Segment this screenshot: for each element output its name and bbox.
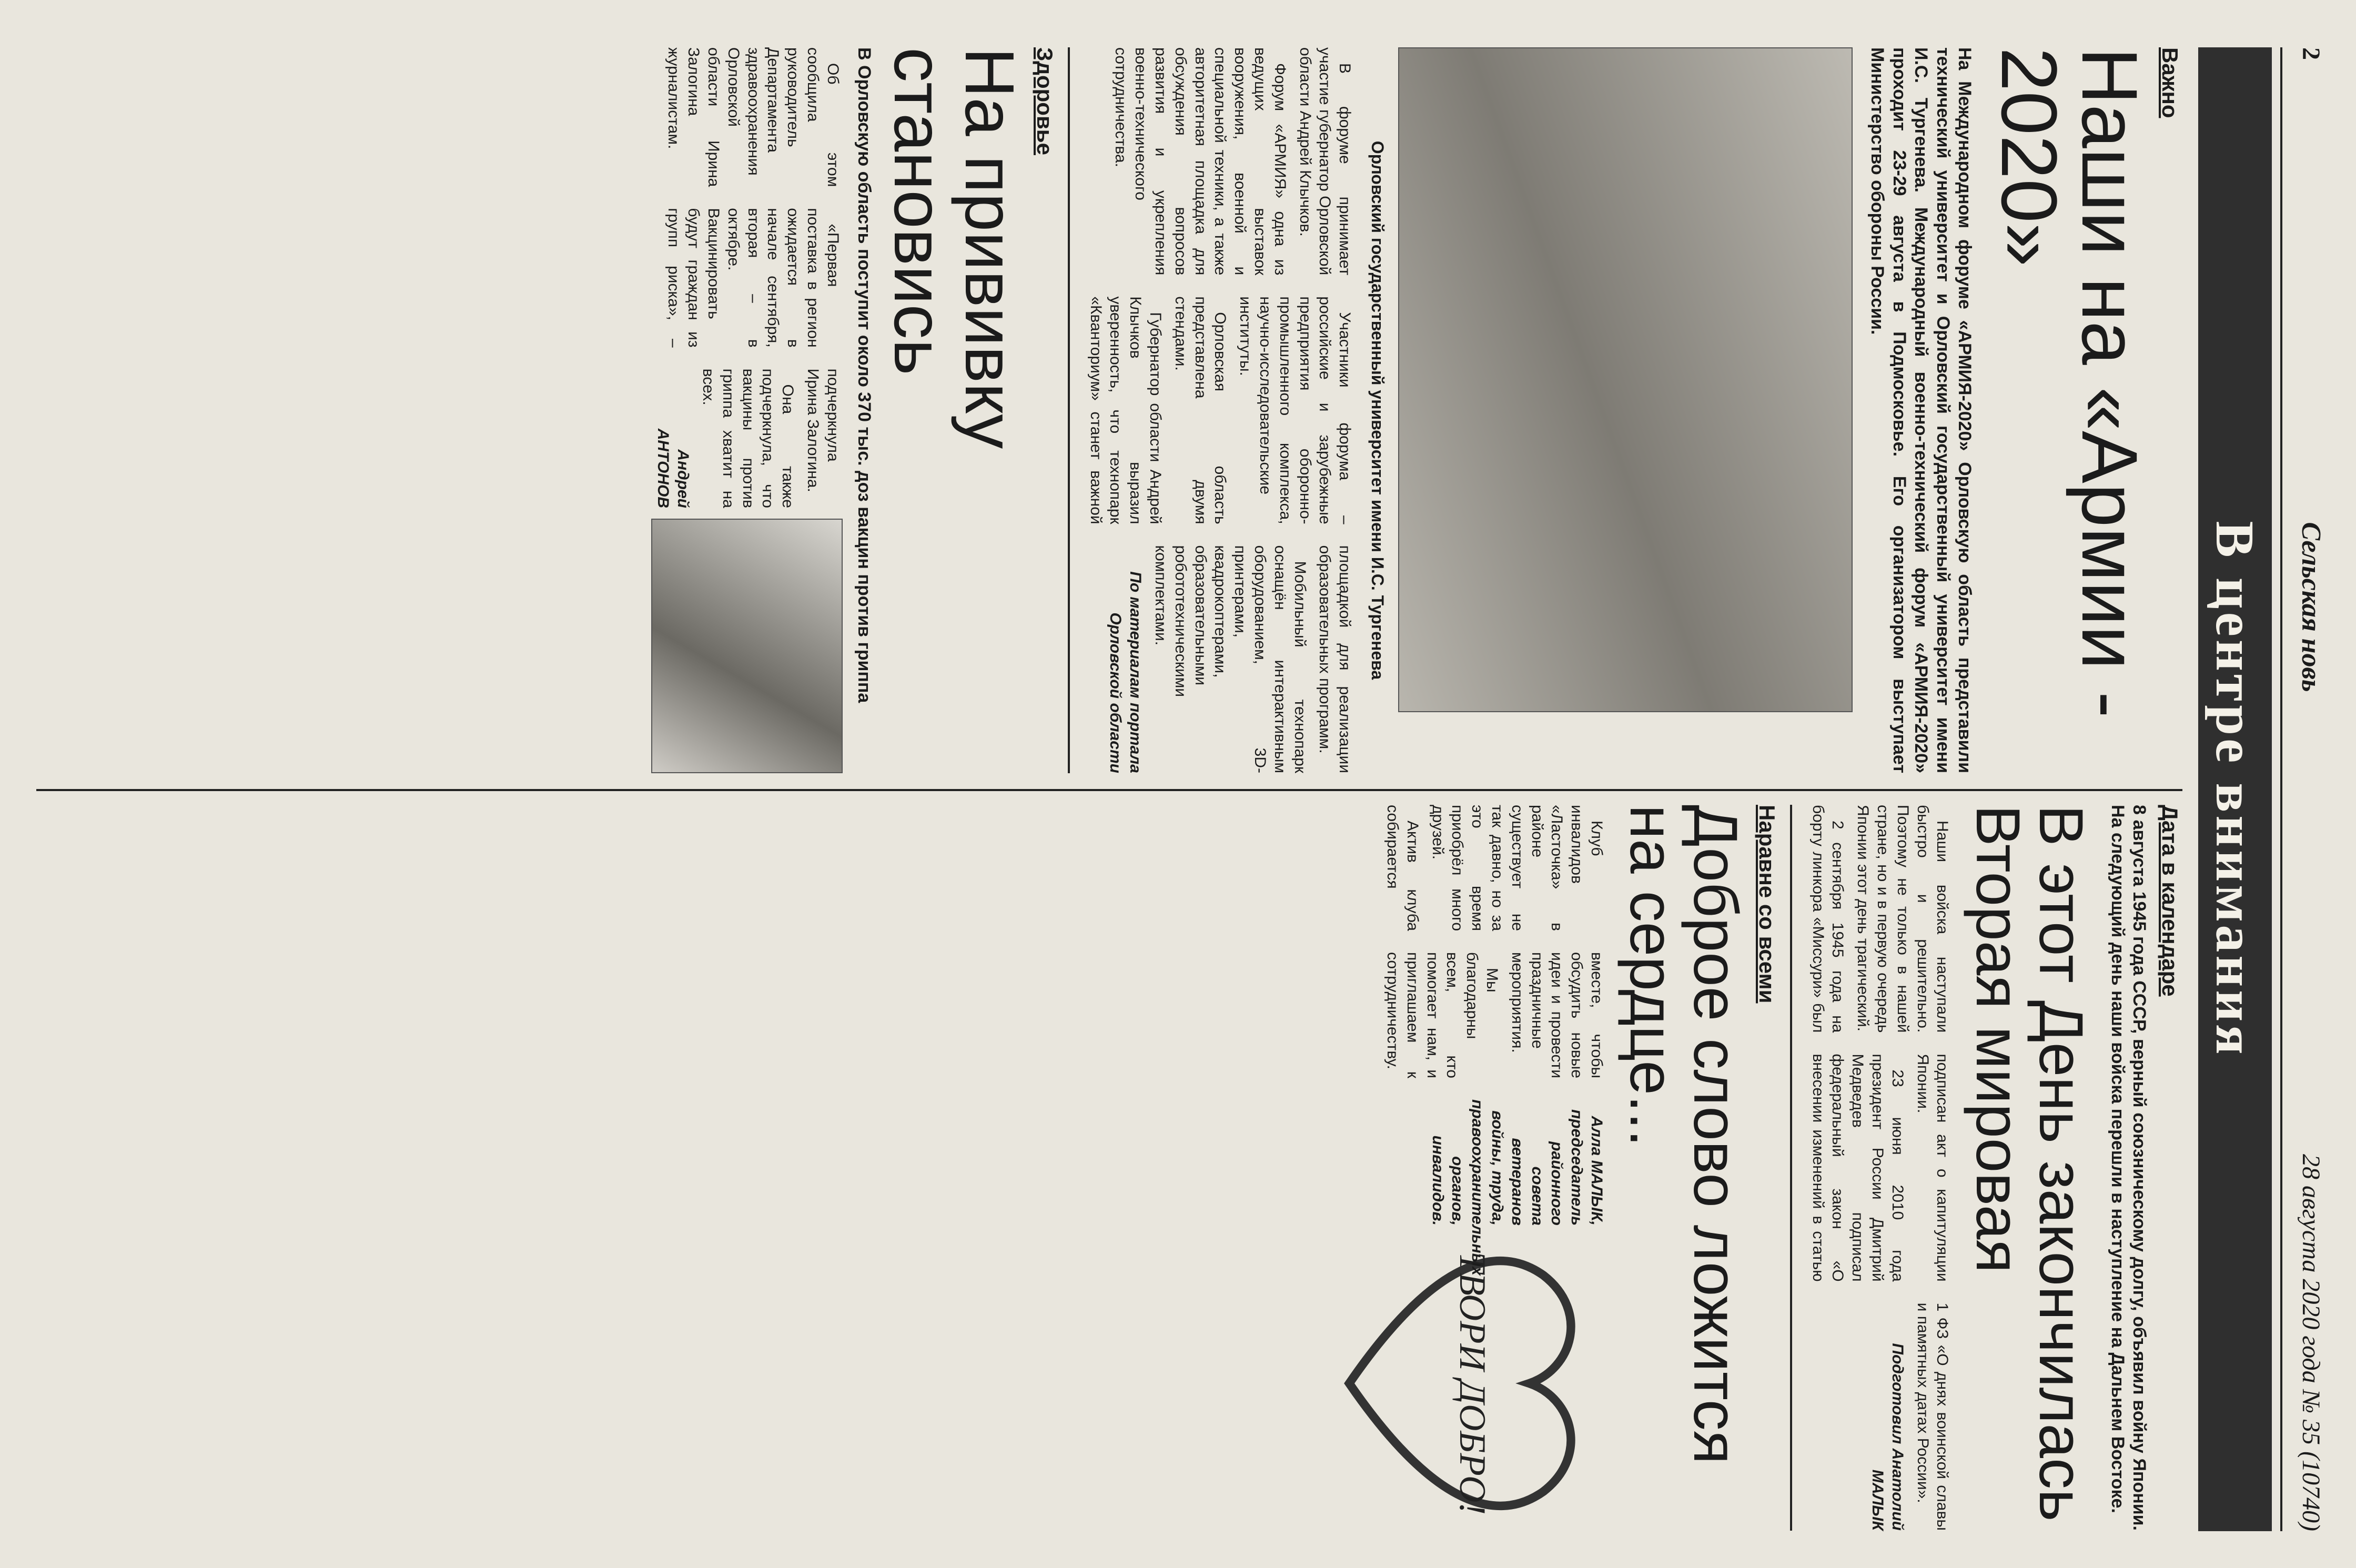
- armiya-rubric: Важно: [2158, 47, 2182, 118]
- page-number: 2: [2297, 47, 2325, 60]
- armiya-signature: По материалам портала Орловской области: [1107, 571, 1145, 773]
- kindness-rubric: Наравне со всеми: [1754, 805, 1779, 1004]
- page-header: [2280, 47, 2340, 1531]
- left-column-group: [26, 47, 2182, 773]
- forum-booth-photo: [1398, 47, 1853, 712]
- armiya-paragraph: Форум «АРМИЯ» одна из ведущих выставок вооружения, военной и специальной техники, а также авторитетная площадка для обсуждения вопросов развития и укрепления военно-технического сотрудничества.: [1112, 47, 1289, 276]
- section-divider: [1068, 47, 1070, 773]
- health-headline: На прививку становись: [880, 47, 1028, 449]
- kindness-paragraph: Клуб инвалидов «Ласточка» в районе существует не так давно, но за это время приобрёл много друзей.: [1429, 805, 1606, 931]
- armiya-paragraph: Губернатор области Андрей Клычков выразил уверенность, что технопарк «Кванториум» станет важной площадкой для реализации образовательных программ.: [1087, 296, 1354, 773]
- kindness-paragraph: Актив клуба собирается вместе, чтобы обсудить новые идеи и провести праздничные мероприятия.: [1384, 805, 1606, 1078]
- victory-paragraph: Наши войска наступали быстро и решительно. Поэтому не только в нашей стране, но и в первую очередь Японии этот день трагический.: [1854, 805, 1951, 1033]
- health-article: [653, 47, 1070, 773]
- health-paragraph: Она также подчеркнула, что вакцины против гриппа хватит на всех.: [700, 368, 797, 508]
- armiya-lead: На Международном форуме «АРМИЯ-2020» Орловскую область представили технический университет и Орловский государственный университет имени И.С. Тургенева. Международный военно-технический форум «АРМИЯ-2020» проходит 23-29 августа в Подмосковье. Его организатором выступает Министерство обороны России.: [1867, 47, 1975, 773]
- health-rubric: Здоровье: [1032, 47, 1057, 155]
- victory-paragraph: 23 июня 2010 года президент России Дмитрий Медведев подписал федеральный закон «О внесении изменений в статью 1 ФЗ «О днях воинской славы и памятных датах России».: [1809, 1054, 1951, 1531]
- armiya-paragraph: В форуме принимает участие губернатор Орловской области Андрей Клычков.: [1296, 47, 1354, 276]
- health-paragraph: «Первая поставка в регион ожидается в начале сентября, вторая – в октябре. Вакцинировать будут граждан из групп риска», – подчеркнула Ирина Залогина.: [665, 208, 842, 492]
- armiya-paragraph: Орловская область представлена двумя стендами.: [1171, 296, 1229, 524]
- victory-lead: 8 августа 1945 года СССР, верный союзническому долгу, объявил войну Японии. На следующий день наши войска перешли в наступление на Дальнем Востоке.: [2107, 805, 2149, 1531]
- kindness-headline: Доброе слово ложится на сердце...: [1617, 805, 1750, 1464]
- section-divider: [1790, 805, 1792, 1531]
- victory-signature: Подготовил Анатолий МАЛЫК: [1868, 1343, 1906, 1531]
- newspaper-title: Сельская новь: [2296, 522, 2327, 692]
- heart-logo: [1328, 1236, 1601, 1531]
- heart-icon: [1328, 1236, 1601, 1531]
- armiya-headline: Наши на «Армии - 2020»: [1985, 47, 2154, 718]
- vaccine-syringe-photo: [651, 519, 843, 773]
- armiya-body: [1086, 47, 1354, 773]
- heart-text: ТВОРИ ДОБРО!: [1451, 1252, 1493, 1515]
- health-subhead: В Орловскую область поступит около 370 тыс. доз вакцин против гриппа: [854, 47, 874, 703]
- kindness-signature: Алла МАЛЫК, председатель районного совета ветеранов войны, труда, правоохранительных органов, инвалидов.: [1429, 1099, 1606, 1276]
- kindness-paragraph: Мы благодарны всем, кто помогает нам, и приглашаем к сотрудничеству.: [1384, 952, 1501, 1078]
- victory-headline: В этот День закончилась Вторая мировая: [1963, 805, 2096, 1522]
- health-signature: Андрей АНТОНОВ: [654, 428, 692, 508]
- armiya-paragraph: Мобильный технопарк оснащён интерактивным оборудованием, 3D-принтерами, квадрокоптерами, образовательными робототехническими комплектами.: [1152, 545, 1309, 773]
- photo-caption: Орловский государственный университет имени И.С. Тургенева: [1368, 140, 1387, 680]
- column-divider: [36, 789, 2182, 791]
- victory-body: [1808, 805, 1953, 1531]
- section-banner: В центре внимания: [2198, 47, 2272, 1531]
- issue-date: 28 августа 2020 года № 35 (10740): [2297, 1154, 2325, 1531]
- health-paragraph: Об этом сообщила руководитель Департамента здравоохранения Орловской области Ирина Залогина журналистам.: [665, 47, 842, 187]
- health-body: [653, 47, 843, 508]
- kindness-body: [1382, 805, 1606, 1276]
- armiya-paragraph: Участники форума – российские и зарубежные предприятия оборонно-промышленного комплекса, научно-исследовательские институты.: [1237, 296, 1354, 524]
- victory-paragraph: 2 сентября 1945 года на борту линкора «Миссури» был подписан акт о капитуляции Японии.: [1809, 805, 1951, 1282]
- victory-rubric: Дата в календаре: [2158, 805, 2182, 997]
- right-column-group: [26, 805, 2182, 1531]
